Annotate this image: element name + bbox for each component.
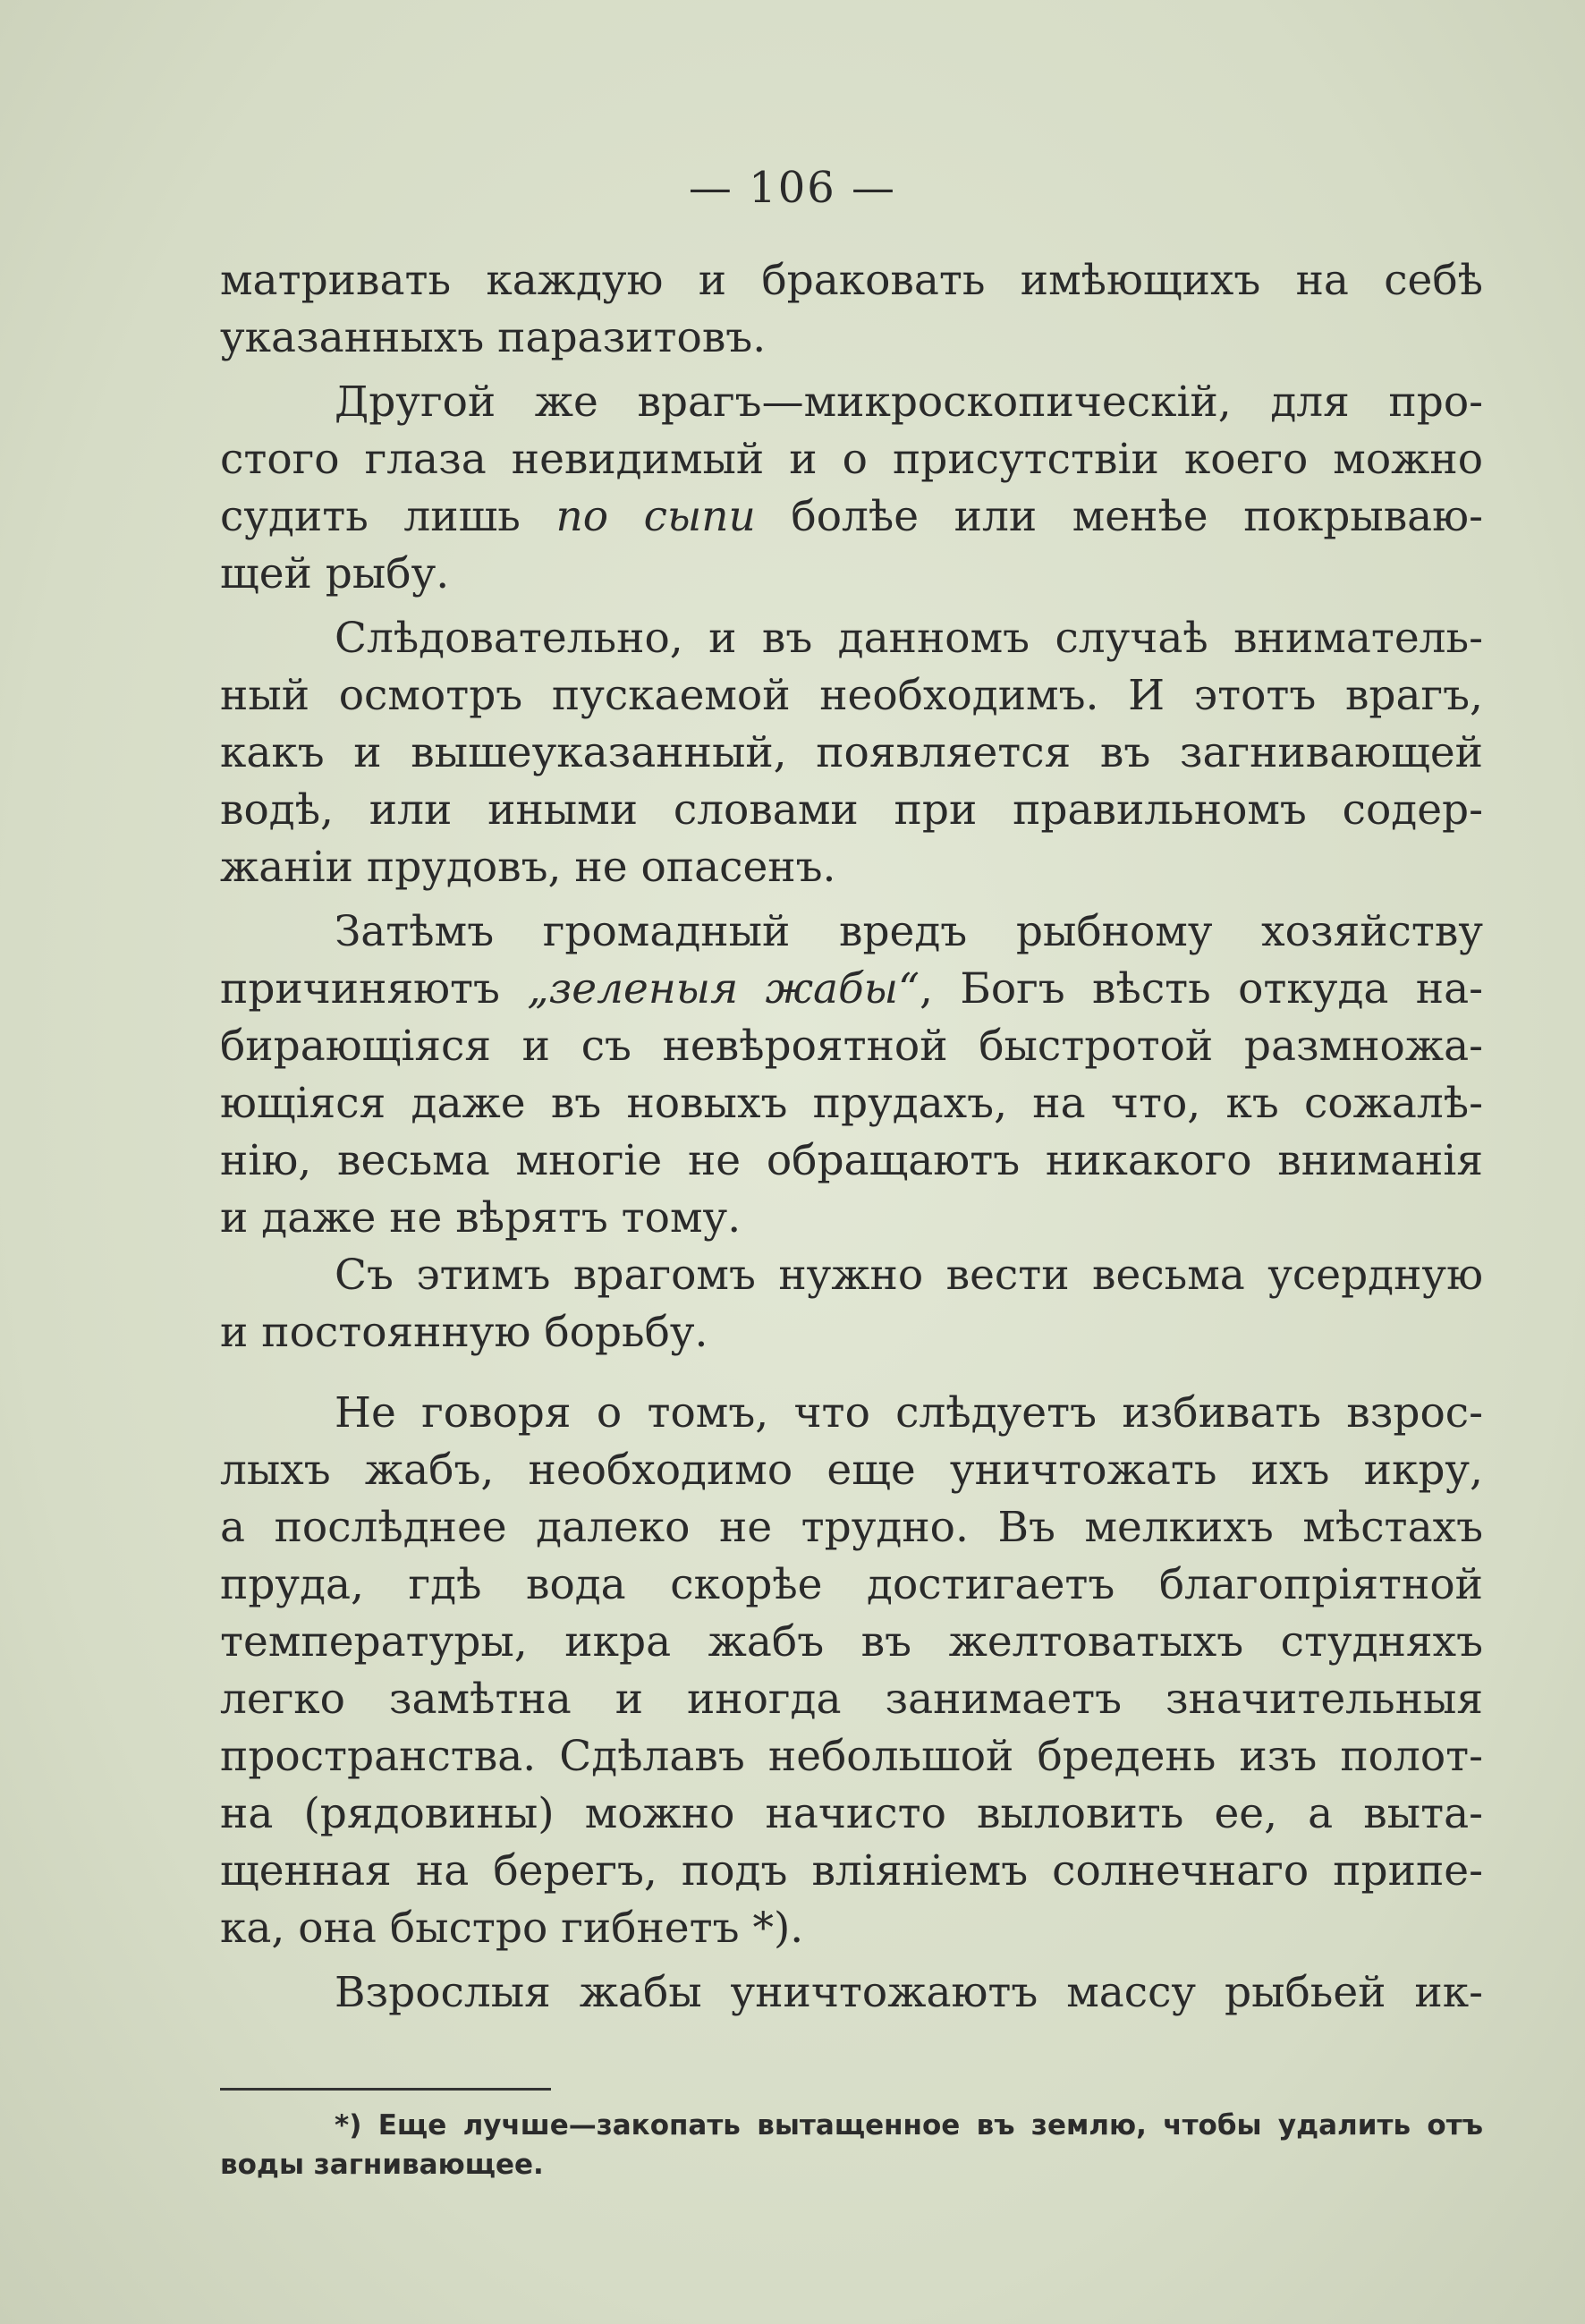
text-line: нію, весьма многіе не обращаютъ никакого вниманія bbox=[220, 1136, 1483, 1185]
page-body bbox=[220, 252, 1483, 2022]
text-line: бирающіяся и съ невѣроятной быстротой размножа- bbox=[220, 1022, 1483, 1071]
text-line: пруда, гдѣ вода скорѣе достигаетъ благопріятной bbox=[220, 1560, 1483, 1609]
text-line: легко замѣтна и иногда занимаетъ значительныя bbox=[220, 1675, 1483, 1724]
text-line: пространства. Сдѣлавъ небольшой бредень изъ полот- bbox=[220, 1732, 1483, 1781]
page-number: — 106 — bbox=[688, 163, 897, 213]
text-line: Другой же врагъ—микроскопическій, для про- bbox=[335, 377, 1483, 427]
text-line: жаніи прудовъ, не опасенъ. bbox=[220, 843, 836, 892]
text-line: и даже не вѣрятъ тому. bbox=[220, 1193, 742, 1243]
footnote-divider bbox=[220, 2088, 551, 2091]
text-line: на (рядовины) можно начисто выловить ее, а выта- bbox=[220, 1789, 1483, 1838]
text-line: щенная на берегъ, подъ вліяніемъ солнечнаго припе- bbox=[220, 1846, 1483, 1896]
text-line: ющіяся даже въ новыхъ прудахъ, на что, къ сожалѣ- bbox=[220, 1079, 1483, 1128]
footnote-line: воды загнивающее. bbox=[220, 2149, 544, 2181]
text-line: матривать каждую и браковать имѣющихъ на себѣ bbox=[220, 256, 1483, 305]
text-line: и постоянную борьбу. bbox=[220, 1308, 708, 1357]
text-line: щей рыбу. bbox=[220, 549, 450, 598]
text-line: Затѣмъ громадный вредъ рыбному хозяйству bbox=[335, 907, 1483, 956]
text-line: температуры, икра жабъ въ желтоватыхъ студняхъ bbox=[220, 1617, 1483, 1667]
text-line: указанныхъ паразитовъ. bbox=[220, 313, 767, 362]
footnote bbox=[220, 2106, 1483, 2184]
text-line: ка, она быстро гибнетъ *). bbox=[220, 1904, 804, 1953]
text-line: а послѣднее далеко не трудно. Въ мелкихъ мѣстахъ bbox=[220, 1503, 1483, 1552]
text-line: водѣ, или иными словами при правильномъ содер- bbox=[220, 785, 1483, 835]
text-line: причиняютъ „зеленыя жабы“, Богъ вѣсть откуда на- bbox=[220, 964, 1483, 1014]
text-line: ный осмотръ пускаемой необходимъ. И этотъ врагъ, bbox=[220, 671, 1483, 720]
footnote-line: *) Еще лучше—закопать вытащенное въ землю, чтобы удалить отъ bbox=[335, 2109, 1483, 2142]
text-line: Съ этимъ врагомъ нужно вести весьма усердную bbox=[335, 1251, 1483, 1300]
italic-phrase: по сыпи bbox=[555, 492, 756, 541]
text-line: стого глаза невидимый и о присутствіи коего можно bbox=[220, 435, 1483, 484]
text-line: какъ и вышеуказанный, появляется въ загнивающей bbox=[220, 728, 1483, 777]
text-line: лыхъ жабъ, необходимо еще уничтожать ихъ икру, bbox=[220, 1446, 1483, 1495]
text-line: Слѣдовательно, и въ данномъ случаѣ вниматель- bbox=[335, 614, 1483, 663]
italic-phrase: „зеленыя жабы“ bbox=[527, 964, 920, 1014]
text-line: Не говоря о томъ, что слѣдуетъ избивать взрос- bbox=[335, 1388, 1483, 1438]
text-line: Взрослыя жабы уничтожаютъ массу рыбьей ик- bbox=[335, 1968, 1483, 2017]
text-line: судить лишь по сыпи болѣе или менѣе покрываю- bbox=[220, 492, 1483, 541]
